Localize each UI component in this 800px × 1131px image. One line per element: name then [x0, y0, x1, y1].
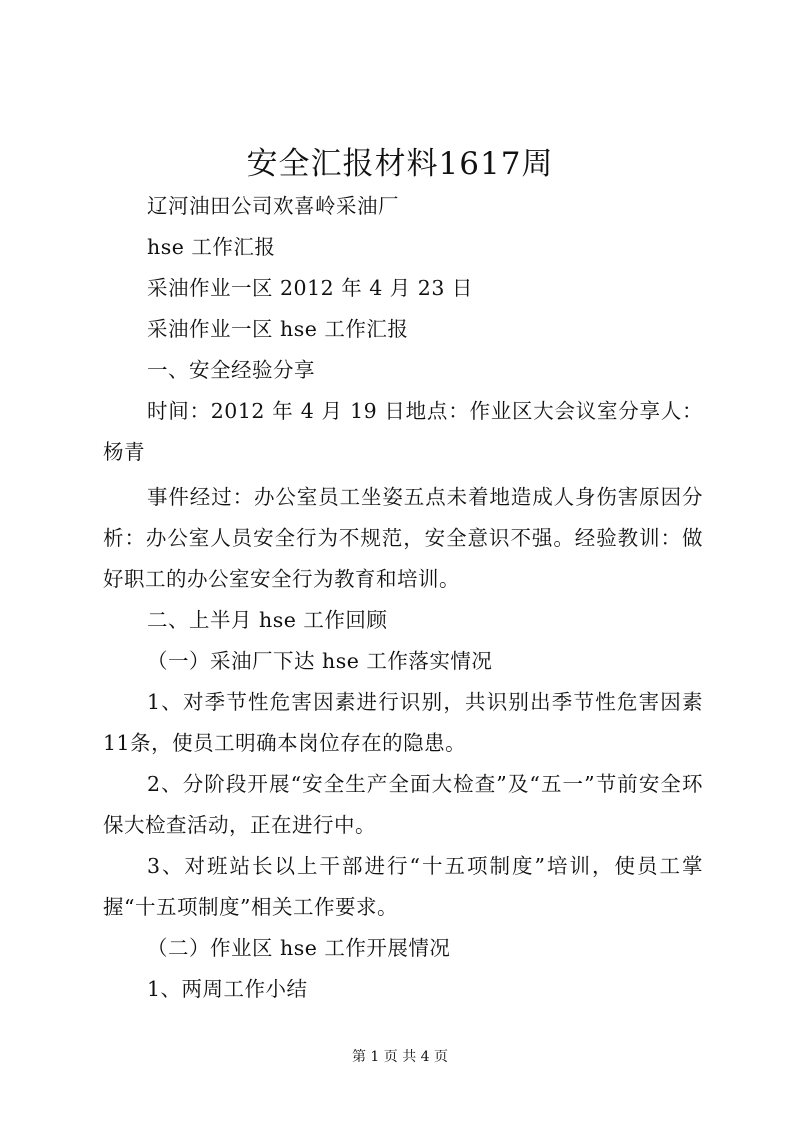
page-footer: 第 1 页 共 4 页: [351, 1049, 449, 1065]
document-title: 安全汇报材料1617周: [246, 146, 554, 182]
paragraph-report-type: hse 工作汇报: [147, 235, 276, 259]
section-heading-2: 二、上半月 hse 工作回顾: [147, 608, 388, 632]
document-body: [103, 186, 703, 1010]
paragraph-summary: 1、两周工作小结: [147, 977, 308, 1001]
subsection-heading-1: （一）采油厂下达 hse 工作落实情况: [147, 649, 493, 673]
paragraph-date: 采油作业一区 2012 年 4 月 23 日: [147, 276, 473, 300]
section-heading-1: 一、安全经验分享: [147, 358, 315, 382]
paragraph-company: 辽河油田公司欢喜岭采油厂: [147, 194, 399, 218]
paragraph-subtitle: 采油作业一区 hse 工作汇报: [147, 317, 409, 341]
paragraph-event: 事件经过：办公室员工坐姿五点未着地造成人身伤害原因分析：办公室人员安全行为不规范，安全意识不强。经验教训：做好职工的办公室安全行为教育和培训。: [103, 485, 703, 591]
paragraph-time-location: 时间：2012 年 4 月 19 日地点：作业区大会议室分享人：杨青: [103, 399, 703, 464]
paragraph-item-2: 2、分阶段开展“安全生产全面大检查”及“五一”节前安全环保大检查活动，正在进行中。: [103, 772, 703, 837]
paragraph-item-1: 1、对季节性危害因素进行识别，共识别出季节性危害因素 11条，使员工明确本岗位存在的隐患。: [103, 690, 703, 755]
paragraph-item-3: 3、对班站长以上干部进行“十五项制度”培训，使员工掌握“十五项制度”相关工作要求。: [103, 854, 703, 919]
subsection-heading-2: （二）作业区 hse 工作开展情况: [147, 936, 451, 960]
